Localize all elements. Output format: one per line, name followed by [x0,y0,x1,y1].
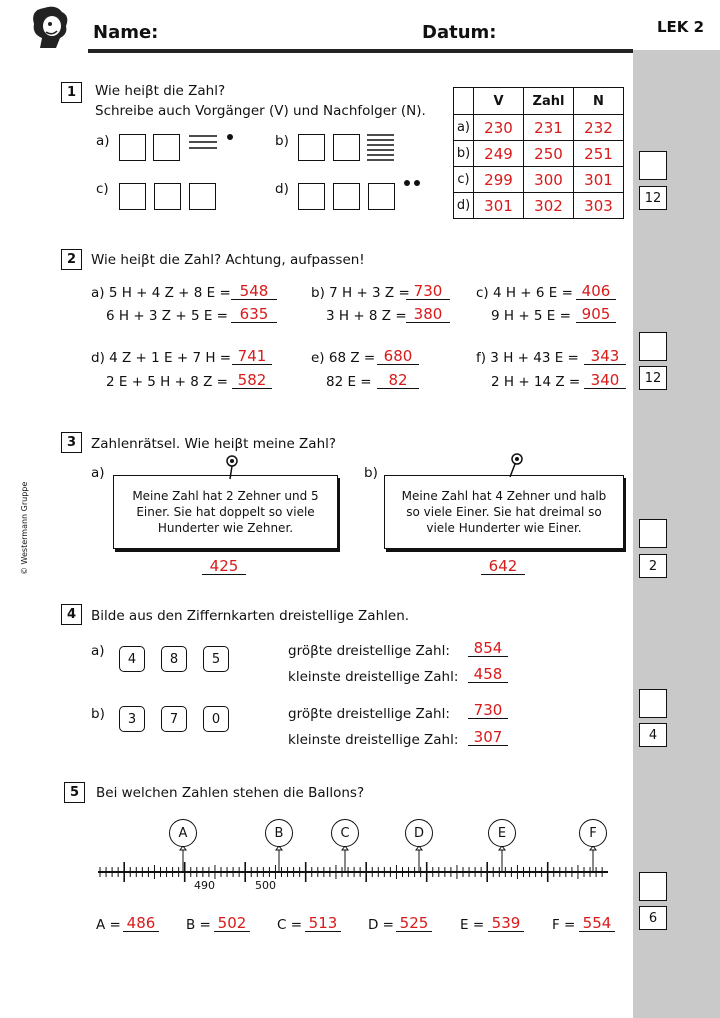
hundred-square [153,134,180,161]
task-title: Bei welchen Zahlen stehen die Ballons? [96,785,365,801]
item-label: b) [275,133,289,149]
digit-card: 5 [203,646,229,672]
balloon-string [499,846,505,872]
smallest-label: kleinste dreistellige Zahl: [288,732,459,748]
balloon-d: D [405,819,433,847]
equation-text: 9 H + 5 E = [491,308,571,324]
score-box: 6 [639,906,667,930]
number-value: 231 [524,115,574,141]
equation-text: 82 E = [326,374,372,390]
task-number: 3 [61,432,82,453]
table-corner [454,88,474,115]
answer-field: 539 [488,915,524,932]
item-label: b) [91,706,105,722]
tick-label: 490 [194,879,215,892]
answer-field: 730 [406,283,450,300]
score-box-empty[interactable] [639,332,667,361]
tens-ones-blocks-icon [189,134,237,156]
equation-text: d) 4 Z + 1 E + 7 H = [91,350,232,366]
equation-text: a) 5 H + 4 Z + 8 E = [91,285,231,301]
answer-field: 513 [305,915,341,932]
answer-field: 486 [123,915,159,932]
answer-field: 741 [232,348,272,365]
hundred-square [119,134,146,161]
smallest-label: kleinste dreistellige Zahl: [288,669,459,685]
hundred-square [333,183,360,210]
task-number: 5 [64,782,85,803]
hundred-square [154,183,181,210]
balloon-b: B [265,819,293,847]
answer-field: 82 [377,372,419,389]
score-box: 2 [639,554,667,578]
score-box-empty[interactable] [639,872,667,901]
mascot-icon [26,4,72,50]
task-title-line2: Schreibe auch Vorgänger (V) und Nachfolger (N). [95,103,426,119]
predecessor-successor-table [453,87,624,219]
answer-field: 642 [481,558,525,575]
pin-icon [224,455,240,481]
answer-label: B = [186,917,211,933]
tens-blocks-icon [367,134,397,164]
answer-label: D = [368,917,394,933]
riddle-note-a: Meine Zahl hat 2 Zehner und 5 Einer. Sie hat doppelt so viele Hunderter wie Zehner. [113,475,338,549]
answer-field: 525 [396,915,432,932]
predecessor-value: 230 [474,115,524,141]
row-label: c) [454,167,474,193]
balloon-string [342,846,348,872]
answer-field: 548 [231,283,277,300]
answer-field: 554 [579,915,615,932]
score-box-empty[interactable] [639,151,667,180]
task-number: 4 [61,604,82,625]
riddle-note-b: Meine Zahl hat 4 Zehner und halb so viele Einer. Sie hat dreimal so viele Hunderter wie Einer. [384,475,624,549]
item-label: a) [96,133,110,149]
item-label: d) [275,181,289,197]
task-title-line1: Wie heiβt die Zahl? [95,83,226,99]
predecessor-value: 249 [474,141,524,167]
table-header: N [574,88,624,115]
hundred-square [298,183,325,210]
row-label: b) [454,141,474,167]
equation-text: 2 H + 14 Z = [491,374,581,390]
answer-label: C = [277,917,303,933]
answer-field: 343 [584,348,626,365]
successor-value: 251 [574,141,624,167]
hundred-square [189,183,216,210]
task-title: Wie heiβt die Zahl? Achtung, aufpassen! [91,252,365,268]
answer-label: A = [96,917,121,933]
largest-label: gröβte dreistellige Zahl: [288,643,450,659]
answer-field: 680 [377,348,419,365]
equation-text: 2 E + 5 H + 8 Z = [106,374,228,390]
score-box: 12 [639,186,667,210]
answer-field: 854 [468,640,508,657]
answer-label: F = [552,917,576,933]
score-box: 12 [639,366,667,390]
date-label: Datum: [422,22,497,43]
hundred-square [333,134,360,161]
score-box: 4 [639,723,667,747]
copyright-text: © Westermann Gruppe [20,481,29,575]
item-label: b) [364,465,378,481]
balloon-e: E [488,819,516,847]
predecessor-value: 301 [474,193,524,219]
tick-label: 500 [255,879,276,892]
score-box-empty[interactable] [639,689,667,718]
successor-value: 303 [574,193,624,219]
hundred-square [119,183,146,210]
hundred-square [368,183,395,210]
answer-field: 340 [584,372,626,389]
digit-card: 0 [203,706,229,732]
task-title: Bilde aus den Ziffernkarten dreistellige Zahlen. [91,608,410,624]
successor-value: 232 [574,115,624,141]
item-label: a) [91,643,105,659]
header-rule [88,49,633,53]
row-label: d) [454,193,474,219]
answer-field: 425 [202,558,246,575]
balloon-string [590,846,596,872]
balloon-a: A [169,819,197,847]
answer-field: 905 [576,306,616,323]
name-label: Name: [93,22,159,43]
equation-text: 6 H + 3 Z + 5 E = [106,308,228,324]
score-box-empty[interactable] [639,519,667,548]
digit-card: 8 [161,646,187,672]
largest-label: gröβte dreistellige Zahl: [288,706,450,722]
answer-field: 635 [231,306,277,323]
row-label: a) [454,115,474,141]
digit-card: 4 [119,646,145,672]
item-label: a) [91,465,105,481]
predecessor-value: 299 [474,167,524,193]
digit-card: 3 [119,706,145,732]
equation-text: 3 H + 8 Z = [326,308,407,324]
task-number: 2 [61,249,82,270]
answer-field: 582 [232,372,272,389]
hundred-square [298,134,325,161]
successor-value: 301 [574,167,624,193]
answer-field: 380 [406,306,450,323]
number-value: 250 [524,141,574,167]
answer-field: 458 [468,666,508,683]
answer-field: 406 [576,283,616,300]
equation-text: b) 7 H + 3 Z = [311,285,410,301]
answer-field: 730 [468,702,508,719]
answer-field: 307 [468,729,508,746]
table-header: Zahl [524,88,574,115]
digit-card: 7 [161,706,187,732]
lek-label: LEK 2 [657,18,705,36]
equation-text: e) 68 Z = [311,350,376,366]
item-label: c) [96,181,109,197]
answer-field: 502 [214,915,250,932]
pin-icon [506,453,524,479]
ones-dots-icon [401,178,425,188]
task-number: 1 [61,82,82,103]
answer-label: E = [460,917,485,933]
balloon-c: C [331,819,359,847]
number-value: 300 [524,167,574,193]
equation-text: f) 3 H + 43 E = [476,350,579,366]
equation-text: c) 4 H + 6 E = [476,285,573,301]
number-value: 302 [524,193,574,219]
task-title: Zahlenrätsel. Wie heiβt meine Zahl? [91,436,337,452]
table-header: V [474,88,524,115]
balloon-f: F [579,819,607,847]
